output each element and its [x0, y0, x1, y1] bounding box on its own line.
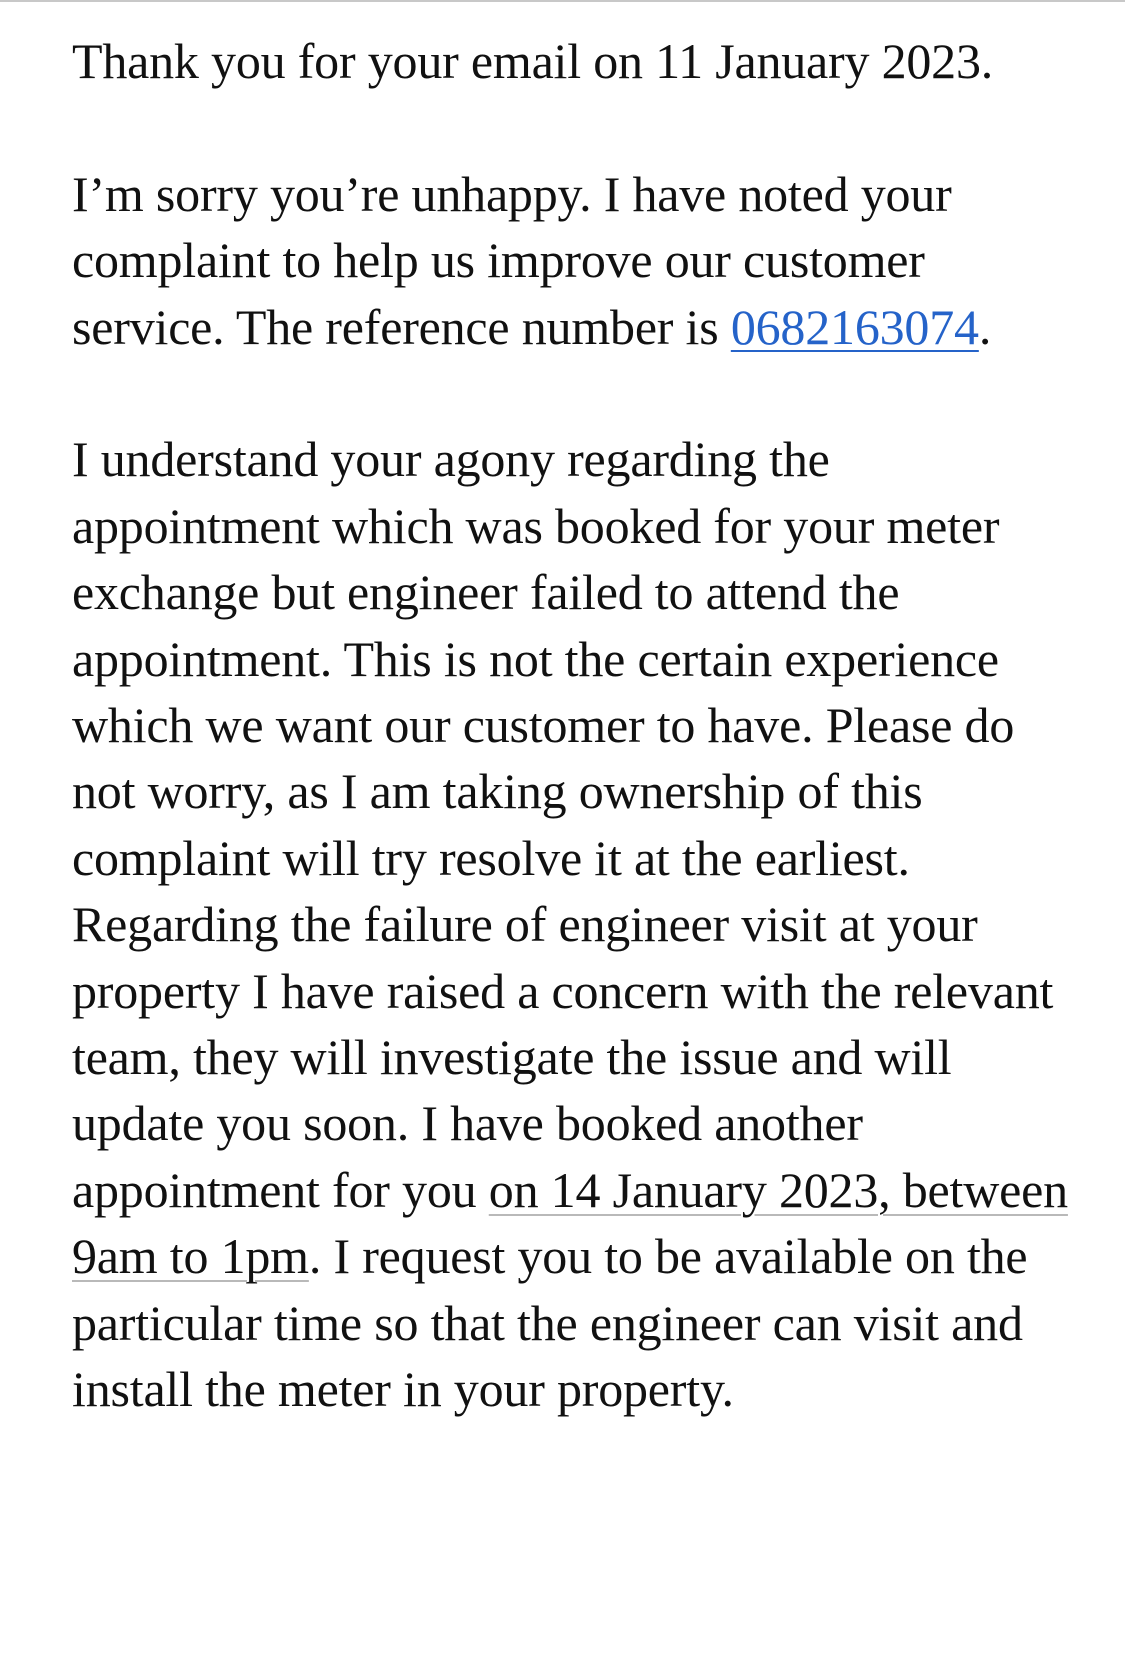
resolution-text: I understand your agony regarding the appointment which was booked for your meter exchange but engineer failed to attend the appointment. This is not the certain experience which we want our customer to have. Please do not worry, as I am taking ownership of this complaint will try resolve it at the earliest. Regarding the failure of engineer visit at your property I have raised a concern with the relevant team, they will investigate the issue and will update you soon. I have booked another appointment for you: [72, 431, 1054, 1218]
email-body: [72, 28, 1072, 1423]
complaint-text: I’m sorry you’re unhappy. I have noted your complaint to help us improve our customer service. The reference number is: [72, 165, 952, 355]
appointment-date-link[interactable]: on 14 January 2023, between 9am to 1pm: [72, 1161, 1068, 1285]
complaint-text-end: .: [978, 298, 992, 355]
greeting-text: Thank you for your email on 11 January 2023.: [72, 33, 994, 89]
top-divider: [0, 0, 1125, 2]
reference-number-link[interactable]: 0682163074: [730, 298, 979, 355]
resolution-paragraph: [72, 426, 1072, 1422]
greeting-paragraph: [72, 28, 1072, 94]
resolution-text-end: . I request you to be available on the particular time so that the engineer can visit and install the meter in your property.: [72, 1228, 1028, 1418]
complaint-paragraph: [72, 161, 1072, 360]
